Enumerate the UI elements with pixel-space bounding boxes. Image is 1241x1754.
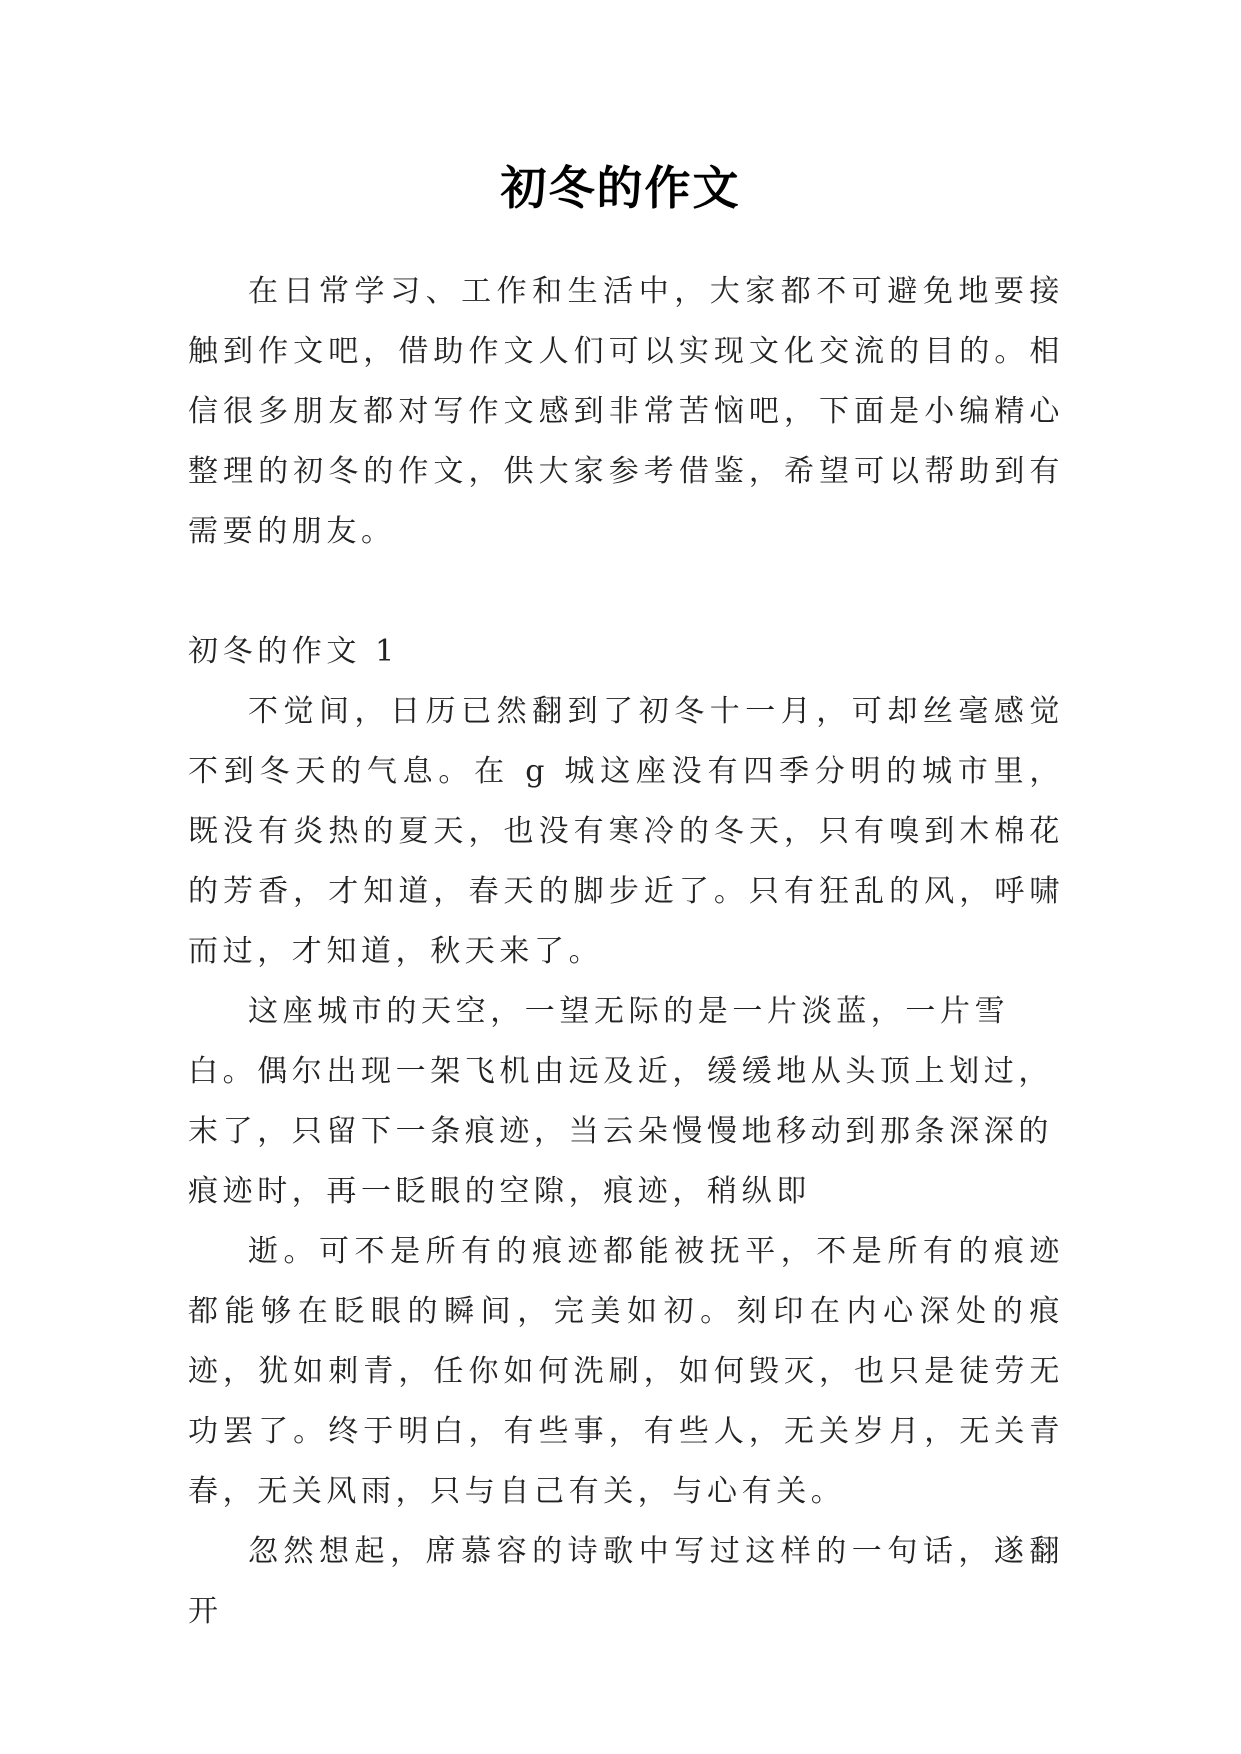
document-body — [188, 262, 1064, 1642]
document-title: 初冬的作文 — [500, 161, 741, 215]
body-paragraph-1: 不觉间，日历已然翻到了初冬十一月，可却丝毫感觉不到冬天的气息。在 g 城这座没有四季分明的城市里，既没有炎热的夏天，也没有寒冷的冬天，只有嗅到木棉花的芳香，才知道，春天的脚步近了。只有狂乱的风，呼啸而过，才知道，秋天来了。 — [188, 694, 1064, 969]
spacer — [188, 562, 1064, 622]
body-paragraph-3: 逝。可不是所有的痕迹都能被抚平，不是所有的痕迹都能够在眨眼的瞬间，完美如初。刻印在内心深处的痕迹，犹如刺青，任你如何洗刷，如何毁灭，也只是徒劳无功罢了。终于明白，有些事，有些人，无关岁月，无关青春，无关风雨，只与自己有关，与心有关。 — [188, 1234, 1064, 1509]
intro-paragraph: 在日常学习、工作和生活中，大家都不可避免地要接触到作文吧，借助作文人们可以实现文化交流的目的。相信很多朋友都对写作文感到非常苦恼吧，下面是小编精心整理的初冬的作文，供大家参考借鉴，希望可以帮助到有需要的朋友。 — [188, 274, 1064, 549]
section-heading: 初冬的作文 1 — [188, 634, 399, 669]
body-paragraph-2: 这座城市的天空，一望无际的是一片淡蓝，一片雪白。偶尔出现一架飞机由远及近，缓缓地从头顶上划过，末了，只留下一条痕迹，当云朵慢慢地移动到那条深深的痕迹时，再一眨眼的空隙，痕迹，稍纵即 — [188, 994, 1053, 1209]
body-paragraph-4: 忽然想起，席慕容的诗歌中写过这样的一句话，遂翻开 — [188, 1534, 1064, 1629]
